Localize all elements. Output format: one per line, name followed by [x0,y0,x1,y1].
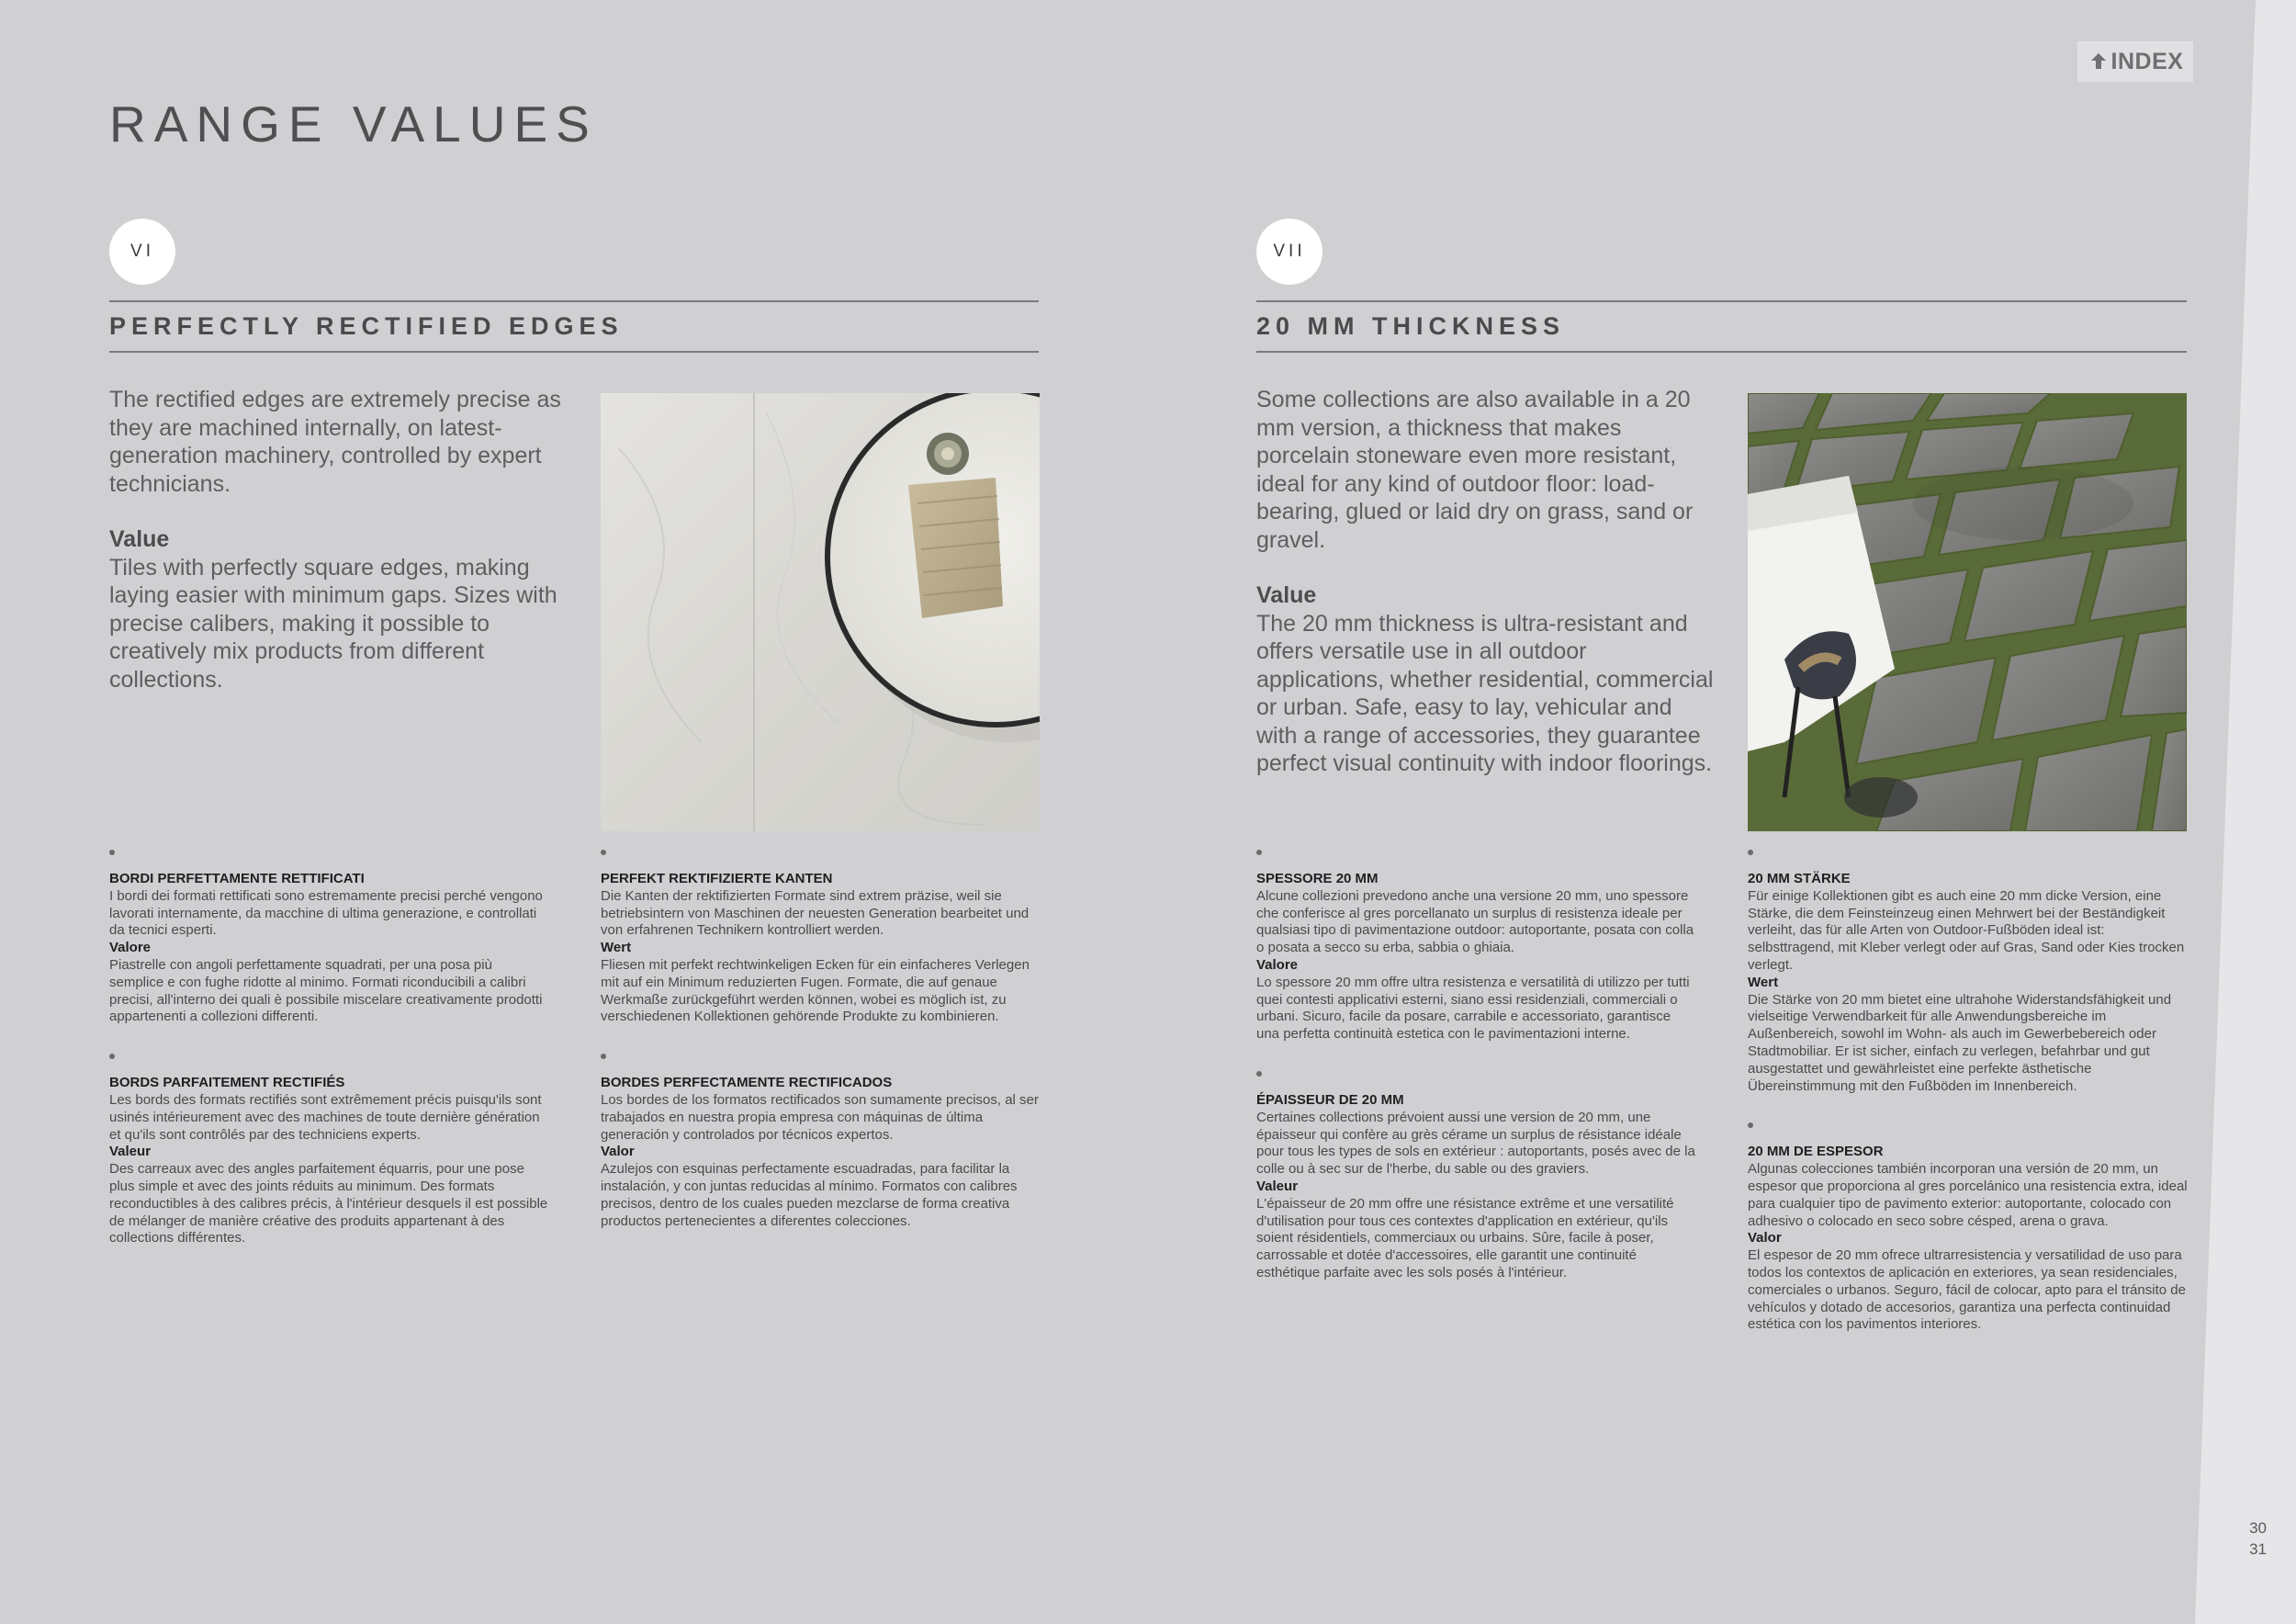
section-title: PERFECTLY RECTIFIED EDGES [109,312,624,340]
section-divider-bottom [109,351,1039,353]
section-intro [1256,386,1716,778]
bullet-icon [1256,850,1262,855]
value-text: The 20 mm thickness is ultra-resistant and offers versatile use in all outdoor applications, whether residential, commercial or urban. Safe, easy to lay, vehicular and with a range of accessories, they guarantee perfect visual continuity with indoor floorings. [1256,610,1714,776]
index-button[interactable] [2077,41,2193,82]
lang-block-fr [109,1054,550,1247]
intro-text: The rectified edges are extremely precise as they are machined internally, on latest-generation machinery, controlled by expert technicians. [109,387,561,497]
lang-value-text: Die Stärke von 20 mm bietet eine ultrahohe Widerstandsfähigkeit und vielseitige Verwendbarkeit für alle Anwendungsbereiche im Außenbereich, sowohl im Wohn- als auch im Gewerbebereich oder Stadtmobiliar. Er ist sicher, einfach zu verlegen, befahrbar und gut ausgestattet und gewährleistet eine perfekte ästhetische Übereinstimmung mit den Fußböden im Innenbereich. [1748,991,2172,1094]
section-divider-top [109,300,1039,302]
lang-heading: BORDES PERFECTAMENTE RECTIFICADOS [601,1075,893,1091]
section-divider-bottom [1256,351,2187,353]
lang-value-text: Lo spessore 20 mm offre ultra resistenza e versatilità di utilizzo per tutti quei contesti applicativi esterni, siano essi residenziali, commerciali o urbani. Sicuro, facile da posare, carrabile e accessoriato, garantisce una perfetta continuità estetica con le pavimentazioni interne. [1256,974,1690,1043]
lang-block-de [601,850,1041,1026]
page-title: RANGE VALUES [109,96,598,152]
page-number-left: 30 [2249,1519,2267,1537]
lang-text: Für einige Kollektionen gibt es auch eine 20 mm dicke Version, eine Stärke, die dem Feinsteinzeug einen Mehrwert bei der Beständigkeit verleiht, das für alle Arten von Outdoor-Fußböden ideal ist: selbsttragend, mit Kleber verlegt oder auf Gras, Sand oder Kies trocken verlegt. [1748,887,2185,973]
lang-text: Los bordes de los formatos rectificados son sumamente precisos, al ser trabajados en nuestra propia empresa con máquinas de última generación y controlados por técnicos expertos. [601,1091,1039,1143]
section-title: 20 MM THICKNESS [1256,312,1566,340]
arrow-up-icon [2088,51,2110,73]
lang-value-text: Azulejos con esquinas perfectamente escuadradas, para facilitar la instalación, y con juntas reducidas al mínimo. Formatos con calibres precisos, dentro de los cuales pueden mezclarse de forma creativa productos pertenecientes a diferentes colecciones. [601,1161,1018,1229]
lang-value-text: Fliesen mit perfekt rechtwinkeligen Ecken für ein einfacheres Verlegen mit auf ein Minimum reduzierten Fugen. Formate, die auf genaue Werkmaße zurückgeführt werden können, wobei es möglich ist, zu verschiedenen Kollektionen gehörende Produkte zu kombinieren. [601,956,1030,1025]
page-numbers [2204,1517,2267,1560]
bullet-icon [109,850,115,855]
lang-value-label: Valor [601,1144,635,1160]
lang-column-right [1748,850,2189,1361]
lang-value-text: Piastrelle con angoli perfettamente squadrati, per una posa più semplice e con fughe ridotte al minimo. Formati riconducibili a calibri precisi, all'interno dei quali è possibile miscelare creativamente prodotti appartenenti a collezioni differenti. [109,956,543,1025]
lang-text: Les bords des formats rectifiés sont extrêmement précis puisqu'ils sont usinés intérieurement avec des machines de toute dernière génération et qu'ils sont contrôlés par des techniciens experts. [109,1091,542,1143]
lang-text: Alcune collezioni prevedono anche una versione 20 mm, uno spessore che conferisce al gres porcellanato un surplus di resistenza ideale per qualsiasi tipo di pavimentazione outdoor: autoportante, posata con colla o posata a secco su erba, sabbia o ghiaia. [1256,887,1694,956]
section-divider-top [1256,300,2187,302]
lang-value-label: Valeur [109,1144,152,1160]
value-label: Value [1256,582,1317,608]
lang-text: I bordi dei formati rettificati sono estremamente precisi perché vengono lavorati internamente, da macchine di ultima generazione, e controllati da tecnici esperti. [109,887,543,939]
value-text: Tiles with perfectly square edges, making laying easier with minimum gaps. Sizes with precise calibers, making it possible to creatively mix products from different collections. [109,554,557,693]
lang-value-label: Valeur [1256,1178,1299,1194]
lang-heading: ÉPAISSEUR DE 20 MM [1256,1091,1404,1108]
page-number-right: 31 [2249,1540,2267,1558]
bullet-icon [1256,1071,1262,1077]
lang-value-label: Valore [1256,956,1299,973]
lang-text: Certaines collections prévoient aussi une version de 20 mm, une épaisseur qui confère au grès cérame un surplus de résistance idéale pour tous les types de sols en extérieur : autoportants, posés avec de la colle ou à sec sur de l'herbe, du sable ou des graviers. [1256,1109,1695,1178]
bullet-icon [601,1054,606,1059]
section-numeral-vii: VII [1256,219,1322,285]
lang-block-fr [1256,1071,1697,1282]
lang-value-label: Valor [1748,1230,1782,1246]
lang-value-label: Wert [601,940,632,956]
lang-heading: BORDS PARFAITEMENT RECTIFIÉS [109,1075,345,1091]
intro-text: Some collections are also available in a 20 mm version, a thickness that makes porcelain stoneware even more resistant, ideal for any kind of outdoor floor: load-bearing, glued or laid dry on grass, sand or gravel. [1256,387,1694,553]
lang-value-label: Valore [109,940,152,956]
lang-value-text: L'épaisseur de 20 mm offre une résistance extrême et une versatilité d'utilisation pour tous ces contextes d'application en extérieur, qu'ils soient résidentiels, commerciaux ou urbains. Sûre, facile à poser, carrossable et dotée d'accessoires, elle garantit une continuité esthétique parfaite avec les sols posés à l'intérieur. [1256,1195,1674,1280]
bullet-icon [1748,1122,1753,1128]
lang-column-left [1256,850,1697,1310]
lang-value-text: Des carreaux avec des angles parfaitement équarris, pour une pose plus simple et avec des joints réduits au minimum. Des formats reconductibles à des calibres précis, à l'intérieur desquels il est possible de mélanger de manière créative des produits appartenant à des collections différentes. [109,1161,548,1246]
lang-heading: PERFEKT REKTIFIZIERTE KANTEN [601,871,833,886]
lang-value-label: Wert [1748,974,1779,990]
lang-column-left [109,850,550,1275]
section-numeral-vi: VI [109,219,175,285]
lang-block-es [1748,1122,2189,1334]
lang-heading: 20 MM DE ESPESOR [1748,1144,1884,1160]
lang-block-it [109,850,550,1026]
rectified-edges-photo [601,393,1040,831]
bullet-icon [1748,850,1753,855]
lang-text: Algunas colecciones también incorporan una versión de 20 mm, un espesor que proporciona al gres porcelánico una resistencia extra, ideal para cualquier tipo de pavimento exterior: autoportante, colocado con adhesivo o colocado en seco sobre césped, arena o grava. [1748,1161,2188,1229]
lang-text: Die Kanten der rektifizierten Formate sind extrem präzise, weil sie betriebsintern von Maschinen der neuesten Generation bearbeitet und von erfahrenen Technikern kontrolliert werden. [601,887,1030,939]
value-label: Value [109,526,170,552]
lang-heading: BORDI PERFETTAMENTE RETTIFICATI [109,871,365,886]
lang-column-right [601,850,1041,1257]
index-label: INDEX [2110,48,2184,74]
bullet-icon [109,1054,115,1059]
section-intro [109,386,568,694]
lang-value-text: El espesor de 20 mm ofrece ultrarresistencia y versatilidad de uso para todos los contextos de aplicación en exteriores, ya sean residenciales, comerciales o urbanos. Seguro, fácil de colocar, apto para el tránsito de vehículos y dotado de accesorios, garantiza una perfecta continuidad estética con los pavimentos interiores. [1748,1247,2186,1333]
lang-heading: 20 MM STÄRKE [1748,871,1851,886]
lang-block-es [601,1054,1041,1230]
lang-block-de [1748,850,2189,1095]
bullet-icon [601,850,606,855]
outdoor-paving-photo [1748,393,2187,831]
lang-heading: SPESSORE 20 MM [1256,871,1379,886]
lang-block-it [1256,850,1697,1043]
